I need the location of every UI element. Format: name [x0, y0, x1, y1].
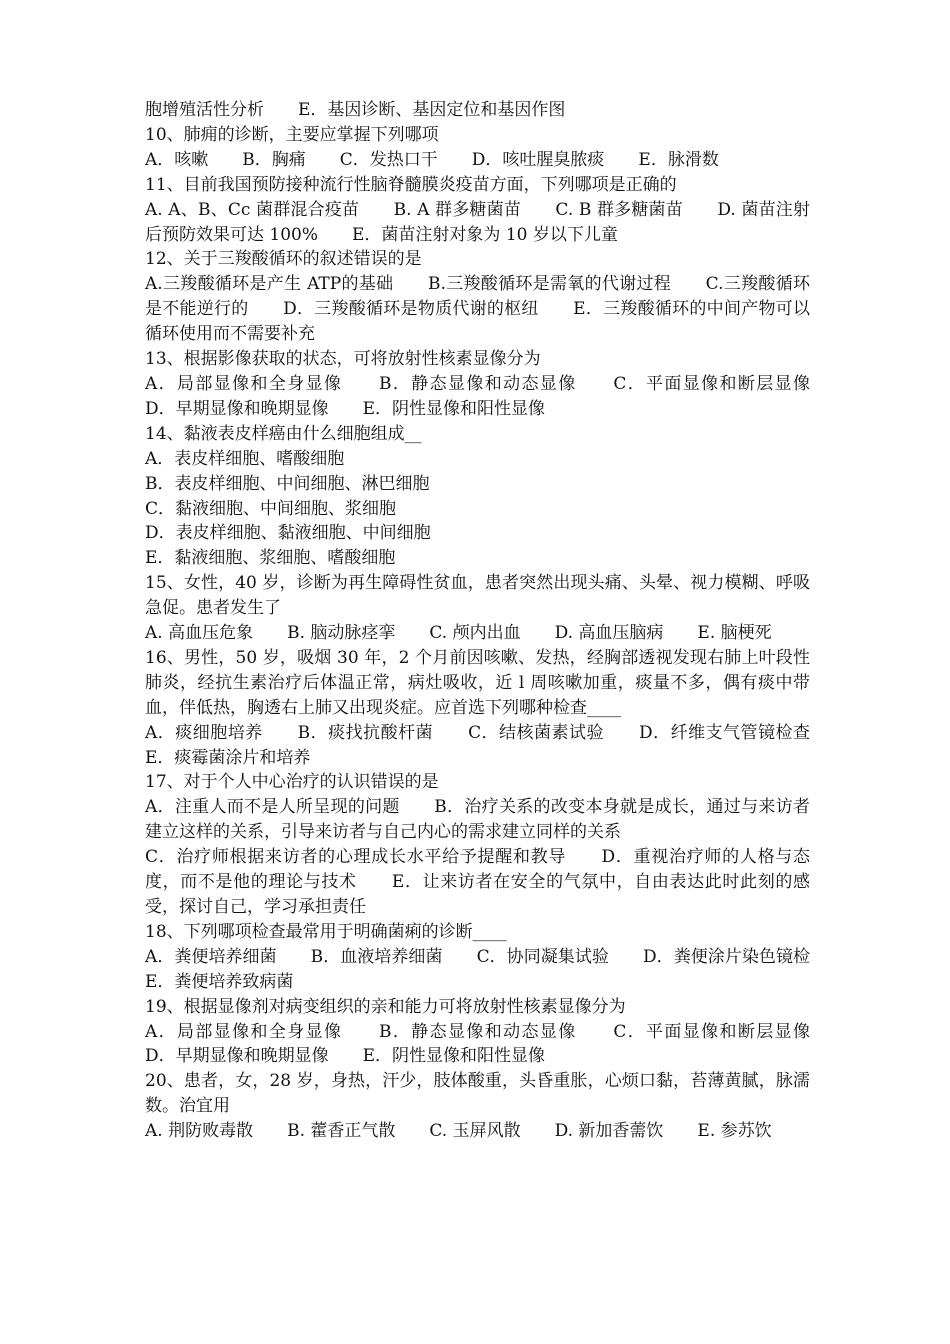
question-19-options: A．局部显像和全身显像 B．静态显像和动态显像 C．平面显像和断层显像 D．早期显像和晚期显像 E．阴性显像和阳性显像	[145, 1021, 844, 1067]
question-19-stem: 19、根据显像剂对病变组织的亲和能力可将放射性核素显像分为	[145, 996, 626, 1017]
question-16-options: A．痰细胞培养 B．痰找抗酸杆菌 C．结核菌素试验 D．纤维支气管镜检查 E．痰霉菌涂片和培养	[145, 722, 844, 768]
question-15-stem: 15、女性，40 岁，诊断为再生障碍性贫血，患者突然出现头痛、头晕、视力模糊、呼吸急促。患者发生了	[145, 573, 810, 619]
question-17-stem: 17、对于个人中心治疗的认识错误的是	[145, 772, 439, 793]
question-10-options: A．咳嗽 B．胸痛 C．发热口干 D．咳吐腥臭脓痰 E．脉滑数	[145, 149, 719, 170]
question-14-option-c: C．黏液细胞、中间细胞、浆细胞	[145, 498, 397, 519]
question-14-option-a: A．表皮样细胞、嗜酸细胞	[145, 448, 345, 469]
question-12-stem: 12、关于三羧酸循环的叙述错误的是	[145, 249, 422, 270]
question-16-stem: 16、男性，50 岁，吸烟 30 年，2 个月前因咳嗽、发热，经胸部透视发现右肺上叶段性肺炎，经抗生素治疗后体温正常，病灶吸收，近 l 周咳嗽加重，痰量不多，偶有痰中带血，伴低热，胸透右上肺又出现炎症。应首选下列哪种检查____	[145, 647, 810, 718]
question-14-stem: 14、黏液表皮样癌由什么细胞组成__	[145, 423, 422, 444]
question-13-stem: 13、根据影像获取的状态，可将放射性核素显像分为	[145, 349, 541, 370]
text-line: 胞增殖活性分析 E．基因诊断、基因定位和基因作图	[145, 100, 566, 120]
question-15-options: A. 高血压危象 B. 脑动脉痉挛 C. 颅内出血 D. 高血压脑病 E. 脑梗死	[145, 623, 772, 644]
question-11-stem: 11、目前我国预防接种流行性脑脊髓膜炎疫苗方面，下列哪项是正确的	[145, 174, 677, 195]
question-14-option-b: B．表皮样细胞、中间细胞、淋巴细胞	[145, 473, 430, 494]
question-12-options: A.三羧酸循环是产生 ATP的基础 B.三羧酸循环是需氧的代谢过程 C.三羧酸循环是不能逆行的 D．三羧酸循环是物质代谢的枢纽 E．三羧酸循环的中间产物可以循环使用而不需要补充	[145, 274, 810, 345]
question-17-options-cde: C．治疗师根据来访者的心理成长水平给予提醒和教导 D．重视治疗师的人格与态度，而不是他的理论与技术 E．让来访者在安全的气氛中，自由表达此时此刻的感受，探讨自己，学习承担责任	[145, 847, 810, 917]
question-18-stem: 18、下列哪项检查最常用于明确菌痢的诊断____	[145, 921, 507, 942]
question-20-stem: 20、患者，女，28 岁，身热，汗少，肢体酸重，头昏重胀，心烦口黏，苔薄黄腻，脉濡数。治宜用	[145, 1071, 810, 1117]
question-14-option-d: D．表皮样细胞、黏液细胞、中间细胞	[145, 523, 431, 544]
question-13-options: A．局部显像和全身显像 B．静态显像和动态显像 C．平面显像和断层显像 D．早期显像和晚期显像 E．阴性显像和阳性显像	[145, 373, 844, 419]
document-page	[145, 98, 844, 1144]
question-11-options: A. A、B、Cc 菌群混合疫苗 B. A 群多糖菌苗 C. B 群多糖菌苗 D. 菌苗注射后预防效果可达 100% E．菌苗注射对象为 10 岁以下儿童	[145, 199, 810, 245]
question-18-options: A．粪便培养细菌 B．血液培养细菌 C．协同凝集试验 D．粪便涂片染色镜检 E．粪便培养致病菌	[145, 946, 844, 992]
question-20-options: A. 荆防败毒散 B. 藿香正气散 C. 玉屏风散 D. 新加香薷饮 E. 参苏饮	[145, 1121, 772, 1142]
question-14-option-e: E．黏液细胞、浆细胞、嗜酸细胞	[145, 548, 396, 569]
question-17-options-ab: A．注重人而不是人所呈现的问题 B．治疗关系的改变本身就是成长，通过与来访者建立这样的关系，引导来访者与自己内心的需求建立同样的关系	[145, 797, 810, 843]
question-10-stem: 10、肺痈的诊断，主要应掌握下列哪项	[145, 124, 439, 145]
